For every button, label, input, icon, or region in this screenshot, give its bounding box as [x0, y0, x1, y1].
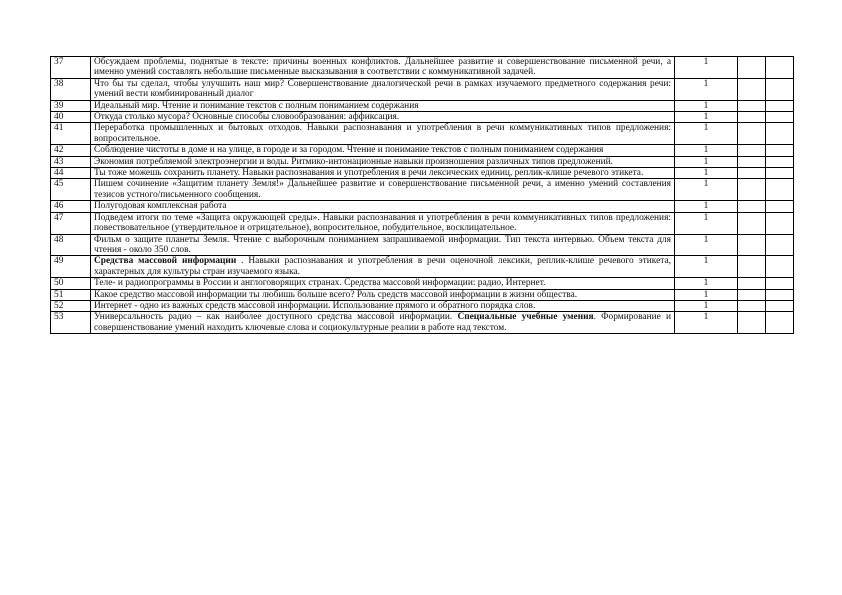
lesson-plan-rows: [51, 57, 794, 334]
lesson-number: 44: [51, 168, 91, 179]
lesson-plan-table: [50, 56, 794, 334]
lesson-topic: [91, 112, 675, 123]
empty-cell-date-fact: [766, 112, 794, 123]
empty-cell-date-fact: [766, 312, 794, 334]
lesson-topic: [91, 234, 675, 256]
lesson-topic: [91, 289, 675, 300]
empty-cell-date-plan: [738, 278, 766, 289]
table-row: [51, 278, 794, 289]
empty-cell-date-fact: [766, 201, 794, 212]
table-row: [51, 234, 794, 256]
empty-cell-date-fact: [766, 256, 794, 278]
lesson-topic-emphasis: Специальные учебные умения: [457, 312, 594, 323]
lesson-topic-emphasis: Средства массовой информации: [94, 256, 237, 267]
lesson-hours: 1: [675, 312, 738, 334]
empty-cell-date-fact: [766, 145, 794, 156]
empty-cell-date-plan: [738, 57, 766, 79]
lesson-number: 53: [51, 312, 91, 334]
empty-cell-date-plan: [738, 201, 766, 212]
empty-cell-date-fact: [766, 100, 794, 111]
empty-cell-date-plan: [738, 123, 766, 145]
empty-cell-date-plan: [738, 168, 766, 179]
table-row: [51, 112, 794, 123]
table-row: [51, 256, 794, 278]
lesson-topic-text: Идеальный мир. Чтение и понимание текстов с полным пониманием содержания: [94, 100, 419, 111]
table-row: [51, 300, 794, 311]
table-row: [51, 123, 794, 145]
lesson-number: 37: [51, 57, 91, 79]
lesson-topic: [91, 78, 675, 100]
lesson-topic: [91, 278, 675, 289]
table-row: [51, 100, 794, 111]
lesson-hours: 1: [675, 201, 738, 212]
lesson-topic-text: Переработка промышленных и бытовых отходов. Навыки распознавания и употребления в речи коммуникативных типов предложения: вопросительное.: [94, 123, 671, 144]
table-row: [51, 156, 794, 167]
lesson-hours: 1: [675, 156, 738, 167]
lesson-topic-lead: Универсальность радио – как наиболее доступного средства массовой информации.: [94, 312, 458, 323]
lesson-number: 46: [51, 201, 91, 212]
lesson-topic: [91, 201, 675, 212]
table-row: [51, 78, 794, 100]
lesson-topic: [91, 123, 675, 145]
empty-cell-date-plan: [738, 156, 766, 167]
lesson-topic-text: Что бы ты сделал, чтобы улучшить наш мир? Совершенствование диалогической речи в рамках изучаемого предметного содержания речи: умений вести комбинированный диалог: [94, 78, 671, 100]
lesson-number: 40: [51, 112, 91, 123]
lesson-hours: 1: [675, 300, 738, 311]
table-row: [51, 179, 794, 201]
lesson-topic-text: Соблюдение чистоты в доме и на улице, в городе и за городом. Чтение и понимание текстов с полным пониманием содержания: [94, 145, 604, 156]
lesson-hours: 1: [675, 123, 738, 145]
lesson-topic: [91, 168, 675, 179]
lesson-topic-text: . Навыки распознавания и употребления в речи оценочной лексики, реплик-клише речевого этикета, характерных для культуры стран изучаемого языка.: [94, 256, 671, 277]
lesson-topic-text: Полугодовая комплексная работа: [94, 201, 227, 212]
table-row: [51, 168, 794, 179]
lesson-topic-text: Какое средство массовой информации ты любишь больше всего? Роль средств массовой информации в жизни общества.: [94, 289, 578, 300]
empty-cell-date-plan: [738, 256, 766, 278]
empty-cell-date-fact: [766, 278, 794, 289]
empty-cell-date-plan: [738, 78, 766, 100]
empty-cell-date-fact: [766, 57, 794, 79]
empty-cell-date-fact: [766, 179, 794, 201]
lesson-topic-text: Интернет - одно из важных средств массовой информации. Использование прямого и обратного порядка слов.: [94, 300, 536, 311]
lesson-topic-text: Теле- и радиопрограммы в России и англоговорящих странах. Средства массовой информации: радио, Интернет.: [94, 278, 546, 289]
lesson-hours: 1: [675, 112, 738, 123]
lesson-topic: [91, 145, 675, 156]
lesson-topic-text: . Формирование и совершенствование умений находить ключевые слова и социокультурные реалии в работе над текстом.: [94, 312, 671, 333]
empty-cell-date-fact: [766, 168, 794, 179]
table-row: [51, 145, 794, 156]
lesson-number: 48: [51, 234, 91, 256]
empty-cell-date-fact: [766, 300, 794, 311]
empty-cell-date-fact: [766, 212, 794, 234]
lesson-hours: 1: [675, 289, 738, 300]
empty-cell-date-plan: [738, 312, 766, 334]
lesson-topic-text: Ты тоже можешь сохранить планету. Навыки распознавания и употребления в речи лексических единиц, реплик-клише речевого этикета.: [94, 168, 644, 179]
table-row: [51, 201, 794, 212]
lesson-topic-text: Откуда столько мусора? Основные способы словообразования: аффиксация.: [94, 112, 400, 123]
table-row: [51, 57, 794, 79]
empty-cell-date-plan: [738, 145, 766, 156]
lesson-hours: 1: [675, 234, 738, 256]
lesson-topic-text: Обсуждаем проблемы, поднятые в тексте: причины военных конфликтов. Дальнейшее развитие и совершенствование письменной речи, а именно умений составлять небольшие письменные высказывания в соответствии с коммуникативной задачей.: [94, 57, 671, 78]
lesson-number: 51: [51, 289, 91, 300]
lesson-number: 52: [51, 300, 91, 311]
empty-cell-date-fact: [766, 78, 794, 100]
empty-cell-date-plan: [738, 112, 766, 123]
lesson-topic: [91, 256, 675, 278]
lesson-number: 47: [51, 212, 91, 234]
lesson-topic-text: Экономия потребляемой электроэнергии и воды. Ритмико-интонационные навыки произношения различных типов предложений.: [94, 156, 613, 167]
lesson-number: 49: [51, 256, 91, 278]
lesson-topic-text: Фильм о защите планеты Земля. Чтение с выборочным пониманием запрашиваемой информации. Тип текста интервью. Объем текста для чтения - около 350 слов.: [94, 234, 671, 255]
lesson-topic: [91, 156, 675, 167]
empty-cell-date-plan: [738, 289, 766, 300]
empty-cell-date-fact: [766, 123, 794, 145]
lesson-hours: 1: [675, 100, 738, 111]
lesson-topic-text: Подведем итоги по теме «Защита окружающей среды». Навыки распознавания и употребления в речи коммуникативных типов предложения: повествовательное (утвердительное и отрицательное), вопросительное, побудительное, восклицательное.: [94, 212, 671, 234]
lesson-topic: [91, 57, 675, 79]
empty-cell-date-fact: [766, 234, 794, 256]
lesson-number: 39: [51, 100, 91, 111]
lesson-number: 50: [51, 278, 91, 289]
lesson-hours: 1: [675, 145, 738, 156]
empty-cell-date-plan: [738, 212, 766, 234]
table-row: [51, 212, 794, 234]
empty-cell-date-fact: [766, 289, 794, 300]
lesson-topic: [91, 300, 675, 311]
lesson-hours: 1: [675, 179, 738, 201]
lesson-hours: 1: [675, 168, 738, 179]
lesson-topic: [91, 312, 675, 334]
lesson-hours: 1: [675, 256, 738, 278]
lesson-number: 43: [51, 156, 91, 167]
lesson-topic: [91, 100, 675, 111]
empty-cell-date-plan: [738, 300, 766, 311]
lesson-number: 45: [51, 179, 91, 201]
lesson-topic-text: Пишем сочинение «Защитим планету Земля!» Дальнейшее развитие и совершенствование письменной речи, а именно умений составления тезисов устного/письменного сообщения.: [94, 179, 671, 200]
lesson-topic: [91, 212, 675, 234]
empty-cell-date-fact: [766, 156, 794, 167]
lesson-hours: 1: [675, 212, 738, 234]
lesson-hours: 1: [675, 78, 738, 100]
lesson-topic: [91, 179, 675, 201]
empty-cell-date-plan: [738, 234, 766, 256]
lesson-number: 42: [51, 145, 91, 156]
lesson-number: 41: [51, 123, 91, 145]
lesson-number: 38: [51, 78, 91, 100]
empty-cell-date-plan: [738, 179, 766, 201]
empty-cell-date-plan: [738, 100, 766, 111]
table-row: [51, 289, 794, 300]
lesson-hours: 1: [675, 57, 738, 79]
table-row: [51, 312, 794, 334]
lesson-hours: 1: [675, 278, 738, 289]
